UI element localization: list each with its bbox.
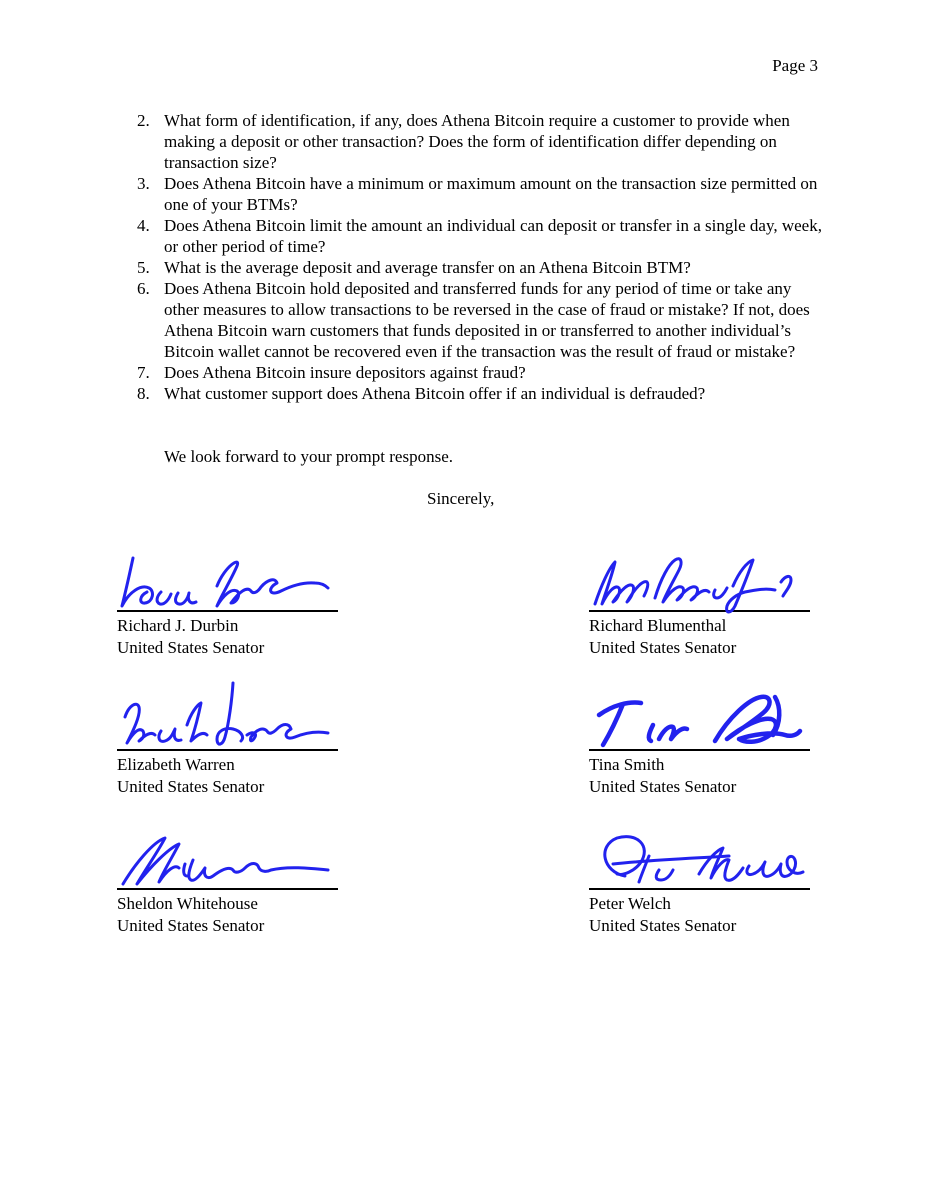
signatory-name: Elizabeth Warren xyxy=(117,755,235,774)
list-item xyxy=(137,362,827,383)
handwritten-signature-icon xyxy=(117,691,338,753)
signature-image xyxy=(117,828,338,888)
list-item xyxy=(137,278,827,362)
signature-block xyxy=(117,689,338,798)
handwritten-signature-icon xyxy=(589,691,810,753)
list-item-number: 3. xyxy=(137,174,150,193)
list-item xyxy=(137,110,827,173)
list-item-number: 8. xyxy=(137,384,150,403)
signatory-name: Richard J. Durbin xyxy=(117,616,239,635)
list-item-text: Does Athena Bitcoin insure depositors against fraud? xyxy=(164,363,526,382)
signatory-name: Tina Smith xyxy=(589,755,665,774)
signature-image xyxy=(589,828,810,888)
numbered-question-list xyxy=(137,110,827,404)
list-item-number: 6. xyxy=(137,279,150,298)
signatory-title: United States Senator xyxy=(589,777,737,796)
list-item-text: What customer support does Athena Bitcoin offer if an individual is defrauded? xyxy=(164,384,706,403)
page-number: Page 3 xyxy=(772,56,818,75)
signatory-name: Sheldon Whitehouse xyxy=(117,894,258,913)
list-item-number: 4. xyxy=(137,216,150,235)
signature-block xyxy=(589,828,810,937)
list-item xyxy=(137,215,827,257)
list-item xyxy=(137,383,827,404)
list-item-number: 5. xyxy=(137,258,150,277)
list-item-number: 2. xyxy=(137,111,150,130)
signature-image xyxy=(117,550,338,610)
signature-block xyxy=(589,689,810,798)
handwritten-signature-icon xyxy=(117,552,338,614)
signatory-name: Richard Blumenthal xyxy=(589,616,727,635)
list-item xyxy=(137,173,827,215)
signature-block xyxy=(589,550,810,659)
handwritten-signature-icon xyxy=(589,552,810,614)
handwritten-signature-icon xyxy=(117,830,338,892)
signature-image xyxy=(589,689,810,749)
list-item xyxy=(137,257,827,278)
signatory-title: United States Senator xyxy=(117,638,265,657)
signature-image xyxy=(117,689,338,749)
signature-block xyxy=(117,550,338,659)
signatory-title: United States Senator xyxy=(589,638,737,657)
signature-image xyxy=(589,550,810,610)
list-item-text: What form of identification, if any, does Athena Bitcoin require a customer to provide when making a deposit or other transaction? Does the form of identification differ depending on transaction size? xyxy=(164,111,790,172)
signature-block xyxy=(117,828,338,937)
list-item-text: Does Athena Bitcoin hold deposited and transferred funds for any period of time or take any other measures to allow transactions to be reversed in the case of fraud or mistake? If not, does Athena Bitcoin warn customers that funds deposited in or transferred to another individual’s Bitcoin wallet cannot be recovered even if the transaction was the result of fraud or mistake? xyxy=(164,279,810,361)
salutation: Sincerely, xyxy=(427,489,495,508)
signatory-title: United States Senator xyxy=(117,916,265,935)
handwritten-signature-icon xyxy=(589,830,810,892)
list-item-text: What is the average deposit and average transfer on an Athena Bitcoin BTM? xyxy=(164,258,691,277)
signatory-name: Peter Welch xyxy=(589,894,671,913)
list-item-text: Does Athena Bitcoin have a minimum or maximum amount on the transaction size permitted on one of your BTMs? xyxy=(164,174,818,214)
signatory-title: United States Senator xyxy=(589,916,737,935)
closing-line: We look forward to your prompt response. xyxy=(164,447,453,466)
list-item-number: 7. xyxy=(137,363,150,382)
signatory-title: United States Senator xyxy=(117,777,265,796)
list-item-text: Does Athena Bitcoin limit the amount an individual can deposit or transfer in a single day, week, or other period of time? xyxy=(164,216,822,256)
